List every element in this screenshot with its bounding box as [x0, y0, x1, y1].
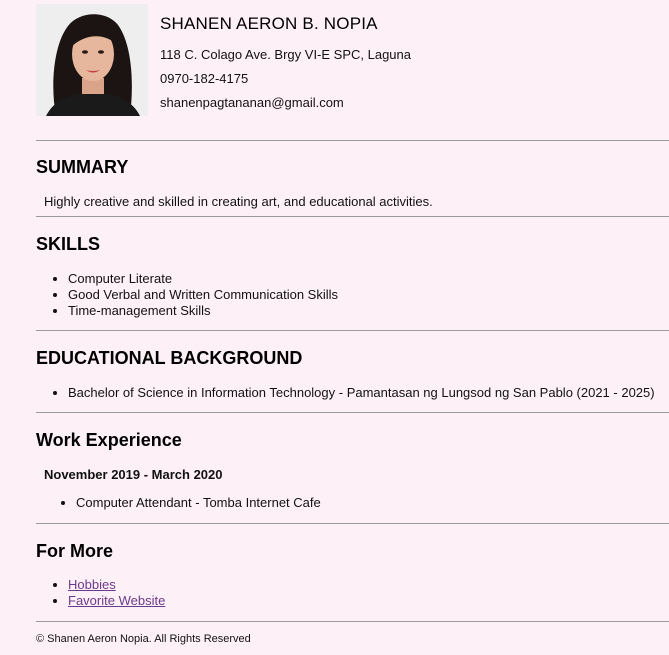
skills-list: [36, 271, 338, 319]
hobbies-link[interactable]: Hobbies: [68, 577, 116, 592]
full-name: SHANEN AERON B. NOPIA: [160, 14, 378, 33]
divider: [36, 523, 669, 524]
more-links-list: [36, 577, 165, 609]
list-item: • Computer Literate: [68, 271, 338, 287]
summary-heading: SUMMARY: [36, 157, 129, 177]
resume-page: [36, 0, 669, 645]
list-item: • Bachelor of Science in Information Technology - Pamantasan ng Lungsod ng San Pablo (2021 - 2025): [68, 385, 655, 401]
email-text: shanenpagtananan@gmail.com: [160, 95, 344, 110]
list-item: • Computer Attendant - Tomba Internet Cafe: [76, 495, 321, 511]
list-item: • Good Verbal and Written Communication Skills: [68, 287, 338, 303]
work-heading: Work Experience: [36, 430, 182, 450]
resume-header: [36, 0, 669, 141]
summary-text: Highly creative and skilled in creating art, and educational activities.: [44, 194, 433, 209]
profile-photo: [36, 4, 148, 116]
address-text: 118 C. Colago Ave. Brgy VI-E SPC, Laguna: [160, 47, 411, 62]
divider: [36, 412, 669, 413]
divider: [36, 216, 669, 217]
favorite-website-link[interactable]: Favorite Website: [68, 593, 166, 608]
divider: [36, 140, 669, 141]
education-list: [36, 385, 655, 401]
phone-text: 0970-182-4175: [160, 71, 249, 86]
list-item: [68, 577, 165, 593]
divider: [36, 621, 669, 622]
more-heading: For More: [36, 541, 114, 561]
job-date-range: November 2019 - March 2020: [44, 467, 223, 482]
list-item: • Time-management Skills: [68, 303, 338, 319]
skills-heading: SKILLS: [36, 234, 101, 254]
divider: [36, 330, 669, 331]
footer-text: © Shanen Aeron Nopia. All Rights Reserved: [36, 633, 251, 645]
list-item: [68, 593, 165, 609]
education-heading: EDUCATIONAL BACKGROUND: [36, 348, 303, 368]
work-list: [36, 495, 321, 511]
